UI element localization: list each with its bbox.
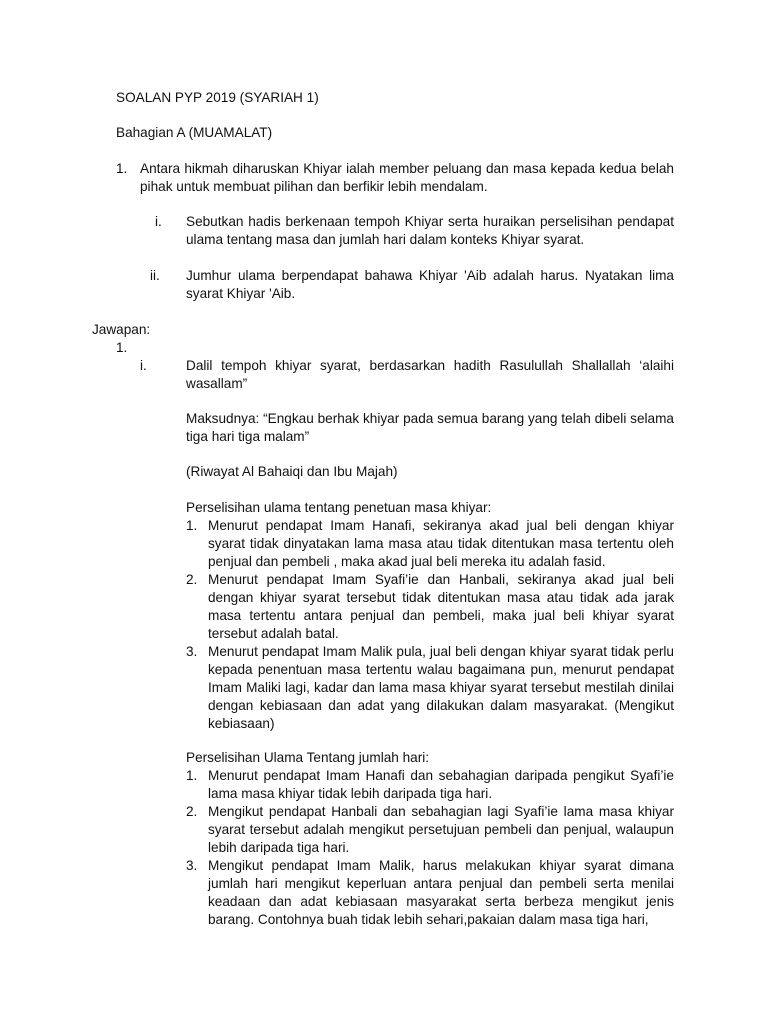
list-item-text: Menurut pendapat Imam Hanafi dan sebahagian daripada pengikut Syafi’ie lama masa khiyar tidak lebih daripada tiga hari.	[208, 768, 674, 801]
list-item-text: Mengikut pendapat Imam Malik, harus melakukan khiyar syarat dimana jumlah hari mengikut keperluan antara penjual dan pembeli serta menilai keadaan dan adat kebiasaan masyarakat serta berbeza mengikut jenis barang. Contohnya buah tidak lebih sehari,pakaian dalam masa tiga hari,	[208, 858, 674, 927]
list-item	[186, 803, 674, 857]
list-item-text: Menurut pendapat Imam Hanafi, sekiranya akad jual beli dengan khiyar syarat tidak dinyatakan lama masa atau tidak ditentukan masa tertentu oleh penjual dan pembeli , maka akad jual beli mereka itu adalah fasid.	[208, 518, 674, 569]
riwayat-text: (Riwayat Al Bahaiqi dan Ibu Majah)	[186, 464, 398, 479]
answer-sub-marker: i.	[140, 358, 147, 373]
list-item-number: 1.	[186, 768, 198, 783]
list-item	[186, 517, 674, 571]
list-item-number: 2.	[186, 804, 198, 819]
list-item-text: Mengikut pendapat Hanbali dan sebahagian lagi Syafi’ie lama masa khiyar syarat tersebut adalah mengikut persetujuan pembeli dan penjual, walaupun lebih daripada tiga hari.	[208, 804, 674, 855]
list-item-number: 3.	[186, 858, 198, 873]
dalil-text: Dalil tempoh khiyar syarat, berdasarkan hadith Rasulullah Shallallah ‘alaihi wasallam”	[186, 358, 674, 391]
list-item-number: 2.	[186, 572, 198, 587]
list-item	[186, 571, 674, 643]
list-item	[186, 767, 674, 803]
sub-question-text: Jumhur ulama berpendapat bahawa Khiyar 'Aib adalah harus. Nyatakan lima syarat Khiyar 'Aib.	[186, 268, 674, 301]
document-title: SOALAN PYP 2019 (SYARIAH 1)	[116, 90, 319, 105]
masa-list	[186, 517, 674, 733]
list-item-text: Menurut pendapat Imam Malik pula, jual beli dengan khiyar syarat tidak perlu kepada penentuan masa tertentu walau bagaimana pun, menurut pendapat Imam Maliki lagi, kadar dan lama masa khiyar syarat tersebut mestilah dinilai dengan kebiasaan dan adat yang dilakukan dalam masyarakat. (Mengikut kebiasaan)	[208, 644, 674, 731]
maksud-text: Maksudnya: “Engkau berhak khiyar pada semua barang yang telah dibeli selama tiga hari tiga malam”	[186, 411, 674, 444]
list-item-number: 3.	[186, 644, 198, 659]
answer-label: Jawapan:	[92, 322, 151, 337]
section-heading: Bahagian A (MUAMALAT)	[116, 125, 273, 140]
sub-question-text: Sebutkan hadis berkenaan tempoh Khiyar serta huraikan perselisihan pendapat ulama tentang masa dan jumlah hari dalam konteks Khiyar syarat.	[186, 214, 674, 247]
question-number: 1.	[116, 161, 128, 176]
masa-heading: Perselisihan ulama tentang penetuan masa khiyar:	[186, 500, 492, 515]
list-item	[186, 857, 674, 929]
hari-list	[186, 767, 674, 929]
list-item	[186, 643, 674, 733]
hari-heading: Perselisihan Ulama Tentang jumlah hari:	[186, 750, 430, 765]
sub-question-marker: ii.	[150, 268, 160, 283]
list-item-number: 1.	[186, 518, 198, 533]
question-text: Antara hikmah diharuskan Khiyar ialah member peluang dan masa kepada kedua belah pihak untuk membuat pilihan dan berfikir lebih mendalam.	[140, 161, 674, 194]
answer-number: 1.	[116, 340, 128, 355]
sub-question-marker: i.	[155, 214, 162, 229]
list-item-text: Menurut pendapat Imam Syafi’ie dan Hanbali, sekiranya akad jual beli dengan khiyar syarat tersebut tidak ditentukan masa atau tidak ada jarak masa tertentu antara penjual dan pembeli, maka jual beli khiyar syarat tersebut adalah batal.	[208, 572, 674, 641]
